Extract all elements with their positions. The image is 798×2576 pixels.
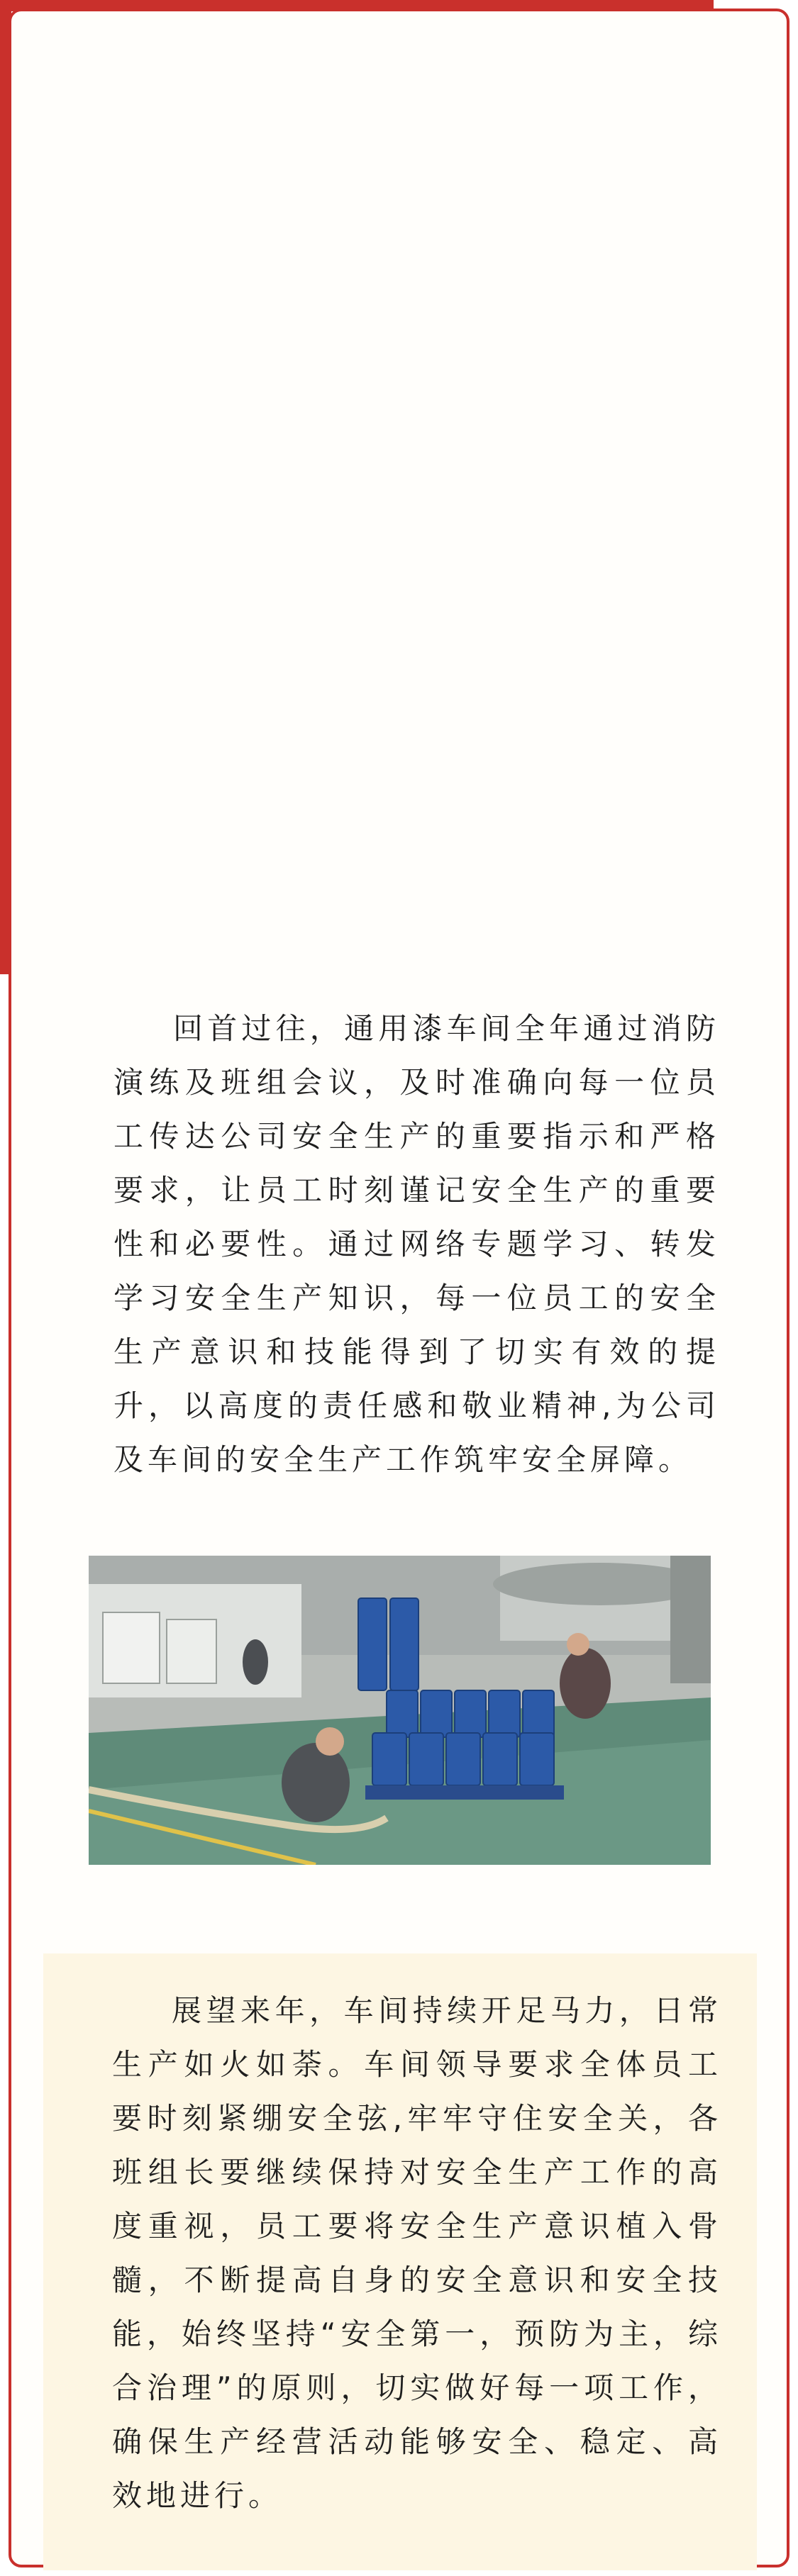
workshop-photo	[89, 1556, 711, 1865]
review-paragraph: 回首过往，通用漆车间全年通过消防演练及班组会议，及时准确向每一位员工传达公司安全生产的重要指示和严格要求，让员工时刻谨记安全生产的重要性和必要性。通过网络专题学习、转发学习安全生产知识，每一位员工的安全生产意识和技能得到了切实有效的提升，以高度的责任感和敬业精神,为公司及车间的安全生产工作筑牢安全屏障。	[113, 1011, 720, 1477]
section-card-2	[0, 0, 714, 974]
outlook-paragraph: 展望来年，车间持续开足马力，日常生产如火如荼。车间领导要求全体员工要时刻紧绷安全弦,牢牢守住安全关，各班组长要继续保持对安全生产工作的高度重视，员工要将安全生产意识植入骨髓，不断提高自身的安全意识和安全技能，始终坚持“安全第一，预防为主，综合治理”的原则，切实做好每一项工作，确保生产经营活动能够安全、稳定、高效地进行。	[112, 1993, 722, 2513]
